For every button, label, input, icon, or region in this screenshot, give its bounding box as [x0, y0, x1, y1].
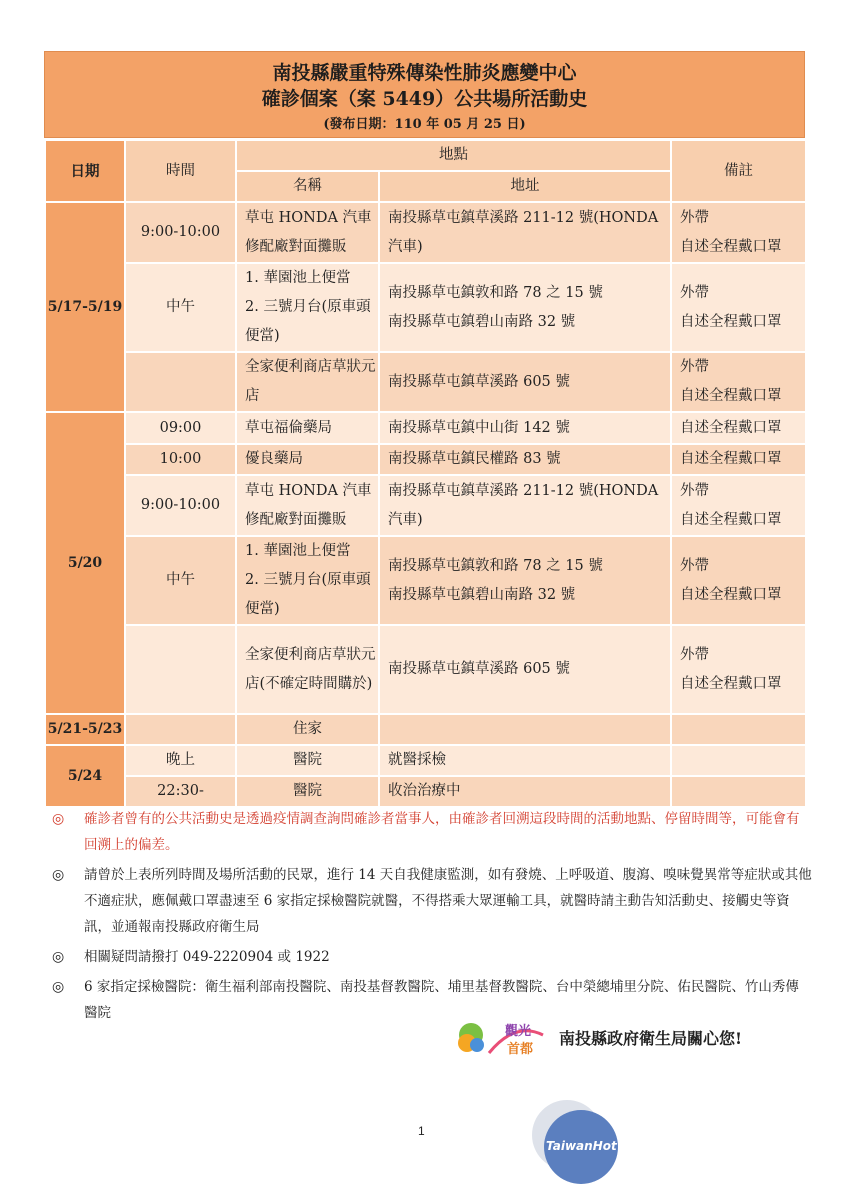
header-name: 名稱 [236, 171, 379, 202]
table-row [45, 412, 806, 444]
row-name: 全家便利商店草狀元店(不確定時間購於) [236, 625, 379, 714]
row-note [671, 714, 806, 745]
document-body [44, 51, 805, 808]
header-date: 日期 [45, 140, 125, 202]
row-note [671, 776, 806, 807]
row-name: 1. 華園池上便當 2. 三號月台(原車頭便當) [236, 263, 379, 352]
note-text: 確診者曾有的公共活動史是透過疫情調查詢問確診者當事人，由確診者回溯這段時間的活動地點、停留時間等，可能會有回溯上的偏差。 [84, 811, 800, 853]
row-note: 外帶 自述全程戴口罩 [671, 202, 806, 263]
row-address: 南投縣草屯鎮草溪路 605 號 [379, 625, 671, 714]
note-bullet: ◎ [52, 949, 65, 965]
table-row [45, 263, 806, 352]
watermark-logo: TaiwanHot [546, 1139, 617, 1153]
row-note: 自述全程戴口罩 [671, 412, 806, 444]
row-note: 外帶 自述全程戴口罩 [671, 352, 806, 412]
header-place: 地點 [236, 140, 671, 171]
note-text: 請曾於上表所列時間及場所活動的民眾，進行 14 天自我健康監測，如有發燒、上呼吸道、腹瀉、嗅味覺異常等症狀或其他不適症狀，應佩戴口罩盡速至 6 家指定採檢醫院就醫，不得搭乘大眾運輸工具，就醫時請主動告知活動史、接觸史等資訊，並通報南投縣政府衛生局 [84, 867, 812, 935]
row-name: 全家便利商店草狀元店 [236, 352, 379, 412]
row-name: 醫院 [236, 745, 379, 776]
header-note: 備註 [671, 140, 806, 202]
table-row [45, 444, 806, 475]
row-address: 南投縣草屯鎮敦和路 78 之 15 號 南投縣草屯鎮碧山南路 32 號 [379, 536, 671, 625]
page-number: 1 [418, 1124, 425, 1138]
note-text: 6 家指定採檢醫院：衛生福利部南投醫院、南投基督教醫院、埔里基督教醫院、台中榮總埔里分院、佑民醫院、竹山秀傳醫院 [84, 979, 799, 1021]
row-note: 外帶 自述全程戴口罩 [671, 263, 806, 352]
row-address: 就醫採檢 [379, 745, 671, 776]
header-address: 地址 [379, 171, 671, 202]
table-row [45, 776, 806, 807]
row-address: 收治治療中 [379, 776, 671, 807]
svg-text:首都: 首都 [507, 1042, 534, 1057]
table-row [45, 202, 806, 263]
row-name: 優良藥局 [236, 444, 379, 475]
row-time: 10:00 [125, 444, 236, 475]
row-date: 5/24 [45, 745, 125, 807]
table-row [45, 625, 806, 714]
note-bullet: ◎ [52, 979, 65, 995]
note-bullet: ◎ [52, 811, 65, 827]
header-time: 時間 [125, 140, 236, 202]
row-address: 南投縣草屯鎮中山街 142 號 [379, 412, 671, 444]
row-note: 外帶 自述全程戴口罩 [671, 625, 806, 714]
tourism-capital-logo [455, 1013, 547, 1061]
row-date: 5/20 [45, 412, 125, 714]
row-time [125, 625, 236, 714]
title-banner [44, 51, 805, 138]
note-item [52, 862, 812, 940]
row-note [671, 745, 806, 776]
row-note: 外帶 自述全程戴口罩 [671, 536, 806, 625]
row-address: 南投縣草屯鎮草溪路 211-12 號(HONDA 汽車) [379, 475, 671, 536]
footer-signature [455, 1012, 805, 1062]
row-note: 自述全程戴口罩 [671, 444, 806, 475]
notes-section [52, 806, 812, 1030]
note-item [52, 806, 812, 858]
release-date: (發布日期：110 年 05 月 25 日) [323, 117, 526, 132]
row-date: 5/17-5/19 [45, 202, 125, 412]
row-note: 外帶 自述全程戴口罩 [671, 475, 806, 536]
table-row [45, 536, 806, 625]
note-text: 相關疑問請撥打 049-2220904 或 1922 [84, 949, 330, 965]
row-time [125, 352, 236, 412]
row-name: 草屯福倫藥局 [236, 412, 379, 444]
row-address: 南投縣草屯鎮草溪路 211-12 號(HONDA 汽車) [379, 202, 671, 263]
health-bureau-sign: 南投縣政府衛生局關心您! [559, 1028, 743, 1048]
row-time [125, 714, 236, 745]
svg-text:觀光: 觀光 [505, 1024, 532, 1039]
title-line-1: 南投縣嚴重特殊傳染性肺炎應變中心 [272, 62, 577, 84]
row-name: 1. 華園池上便當 2. 三號月台(原車頭便當) [236, 536, 379, 625]
row-date: 5/21-5/23 [45, 714, 125, 745]
note-bullet: ◎ [52, 867, 65, 883]
title-line-2: 確診個案（案 5449）公共場所活動史 [261, 88, 588, 110]
row-time: 09:00 [125, 412, 236, 444]
note-item [52, 944, 812, 970]
row-address: 南投縣草屯鎮民權路 83 號 [379, 444, 671, 475]
row-name: 草屯 HONDA 汽車修配廠對面攤販 [236, 202, 379, 263]
row-address: 南投縣草屯鎮敦和路 78 之 15 號 南投縣草屯鎮碧山南路 32 號 [379, 263, 671, 352]
table-row [45, 745, 806, 776]
row-time: 9:00-10:00 [125, 475, 236, 536]
row-time: 22:30- [125, 776, 236, 807]
row-address [379, 714, 671, 745]
table-row [45, 714, 806, 745]
table-row [45, 352, 806, 412]
row-name: 住家 [236, 714, 379, 745]
row-time: 中午 [125, 536, 236, 625]
row-time: 中午 [125, 263, 236, 352]
row-time: 晚上 [125, 745, 236, 776]
row-name: 醫院 [236, 776, 379, 807]
table-row [45, 475, 806, 536]
activity-table [44, 139, 807, 808]
row-time: 9:00-10:00 [125, 202, 236, 263]
row-address: 南投縣草屯鎮草溪路 605 號 [379, 352, 671, 412]
row-name: 草屯 HONDA 汽車修配廠對面攤販 [236, 475, 379, 536]
